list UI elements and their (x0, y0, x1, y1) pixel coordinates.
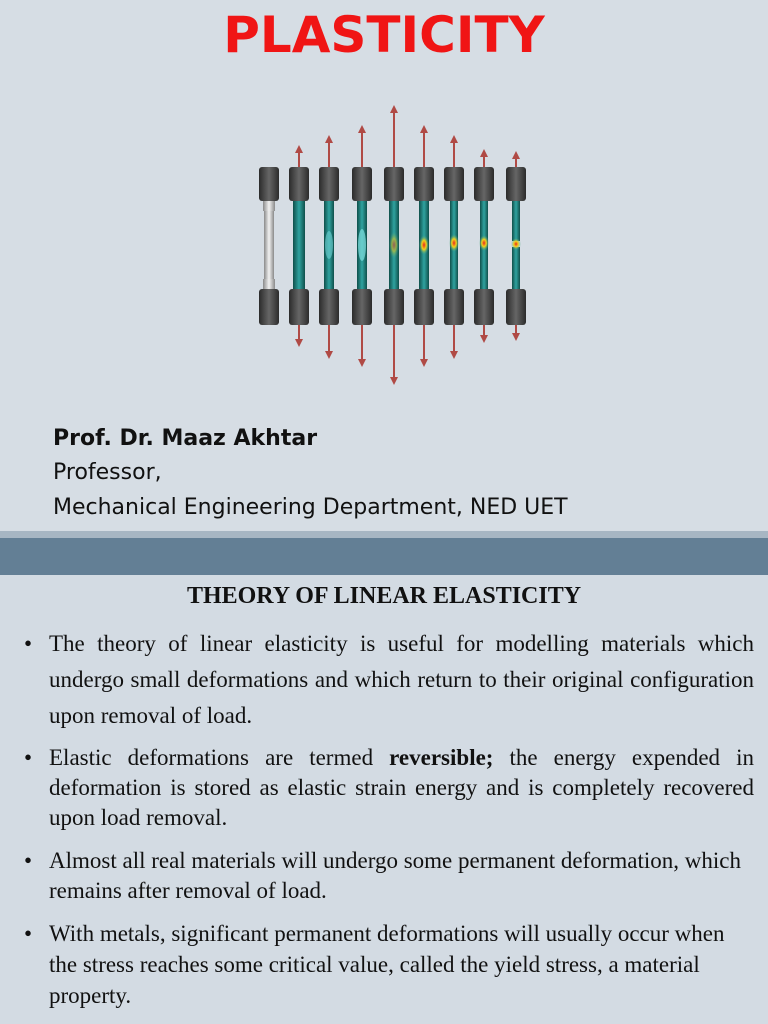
bullet-text-pre: Elastic deformations are termed (49, 745, 390, 770)
bullet-list (22, 626, 754, 1011)
specimen-7 (444, 135, 464, 359)
author-department: Mechanical Engineering Department, NED UET (53, 495, 568, 520)
bullet-dot: • (24, 745, 33, 770)
divider-thin (0, 531, 768, 538)
specimen-1 (259, 167, 279, 325)
slide-title: PLASTICITY (223, 6, 545, 64)
bullet-text-post: the energy expended in deformation is stored as elastic strain energy and is completely recovered upon load removal. (49, 745, 754, 830)
bullet-item (22, 626, 754, 734)
bullet-text: The theory of linear elasticity is useful for modelling materials which undergo small deformations and which return to their original configuration upon removal of load. (49, 631, 754, 728)
bullet-item (22, 743, 754, 833)
bullet-dot: • (24, 631, 33, 656)
author-position: Professor, (53, 460, 162, 485)
bullet-text: With metals, significant permanent deformations will usually occur when the stress reaches some critical value, called the yield stress, a material property. (49, 921, 725, 1008)
divider-band (0, 538, 768, 575)
bullet-text: Almost all real materials will undergo some permanent deformation, which remains after removal of load. (49, 848, 741, 903)
bullet-item (22, 846, 754, 906)
specimen-6 (414, 125, 434, 367)
author-name: Prof. Dr. Maaz Akhtar (53, 426, 318, 451)
specimen-8 (474, 149, 494, 343)
specimen-9 (506, 151, 526, 341)
bullet-dot: • (24, 921, 33, 946)
tensile-specimens-figure (240, 95, 540, 395)
bullet-dot: • (24, 848, 33, 873)
specimen-4 (352, 125, 372, 367)
specimen-5 (384, 105, 404, 385)
specimen-2 (289, 145, 309, 347)
bullet-item (22, 918, 754, 1011)
author-block (53, 422, 568, 525)
bullet-text-bold: reversible; (389, 745, 494, 770)
section-heading: THEORY OF LINEAR ELASTICITY (186, 583, 582, 609)
specimen-3 (319, 135, 339, 359)
